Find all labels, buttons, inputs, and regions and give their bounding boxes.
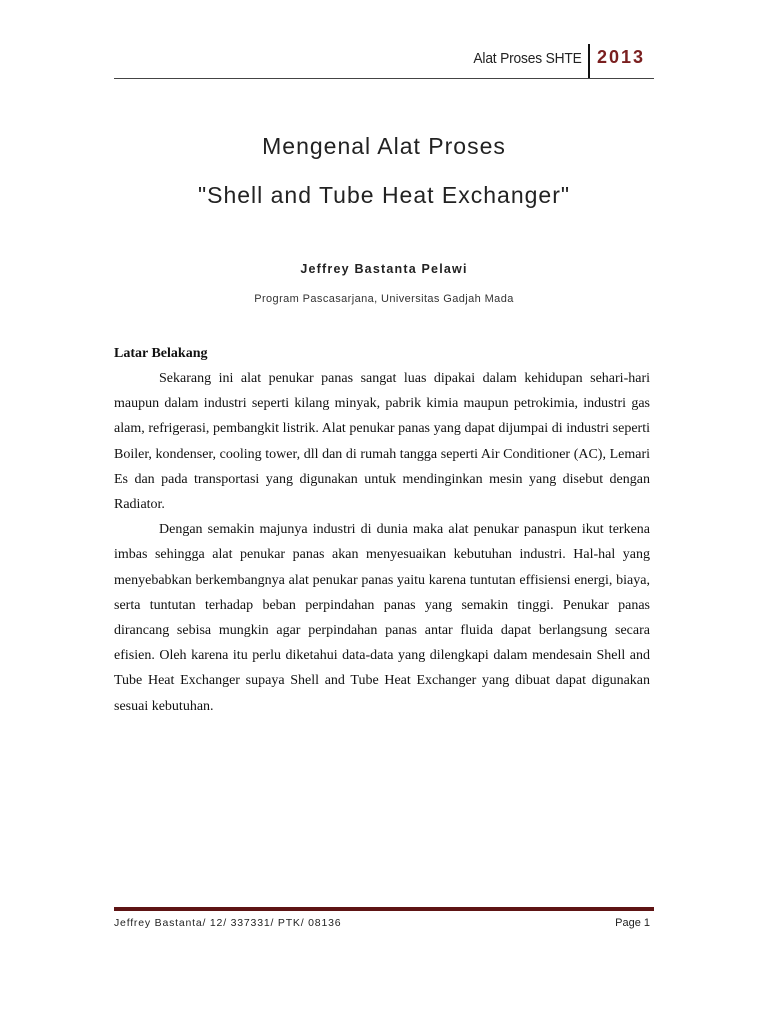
paragraph: Sekarang ini alat penukar panas sangat luas dipakai dalam kehidupan sehari-hari maupun dalam industri seperti kilang minyak, pabrik kimia maupun petrokimia, industri gas alam, refrigerasi, pembangkit listrik. Alat penukar panas yang dapat dijumpai di industri seperti Boiler, kondenser, cooling tower, dll dan di rumah tangga seperti Air Conditioner (AC), Lemari Es dan pada transportasi yang digunakan untuk mendinginkan mesin yang disebut dengan Radiator. <box>114 371 650 513</box>
document-subtitle: "Shell and Tube Heat Exchanger" <box>197 182 571 208</box>
page-number: Page 1 <box>615 917 650 929</box>
section-heading: Latar Belakang <box>114 346 208 361</box>
author-name: Jeffrey Bastanta Pelawi <box>300 262 468 276</box>
footer-author-id: Jeffrey Bastanta/ 12/ 337331/ PTK/ 08136 <box>114 917 342 929</box>
header-year: 2013 <box>597 47 646 67</box>
footer-rule <box>114 907 654 911</box>
section-body <box>114 366 650 719</box>
header-divider <box>588 44 590 78</box>
author-affiliation: Program Pascasarjana, Universitas Gadjah Mada <box>254 293 514 305</box>
header-title: Alat Proses SHTE <box>473 50 582 67</box>
paragraph: Dengan semakin majunya industri di dunia maka alat penukar panaspun ikut terkena imbas sehingga alat penukar panas akan menyesuaikan kebutuhan industri. Hal-hal yang menyebabkan berkembangnya alat penukar panas yaitu karena tuntutan effisiensi energi, biaya, serta tuntutan terhadap beban perpindahan panas yang semakin tinggi. Penukar panas dirancang sebisa mungkin agar perpindahan panas antar fluida dapat berlangsung secara efisien. Oleh karena itu perlu diketahui data-data yang dilengkapi dalam mendesain Shell and Tube Heat Exchanger supaya Shell and Tube Heat Exchanger yang dibuat dapat digunakan sesuai kebutuhan. <box>114 522 650 714</box>
header-rule <box>114 78 654 79</box>
document-title: Mengenal Alat Proses <box>262 133 506 159</box>
page-header <box>0 40 768 80</box>
